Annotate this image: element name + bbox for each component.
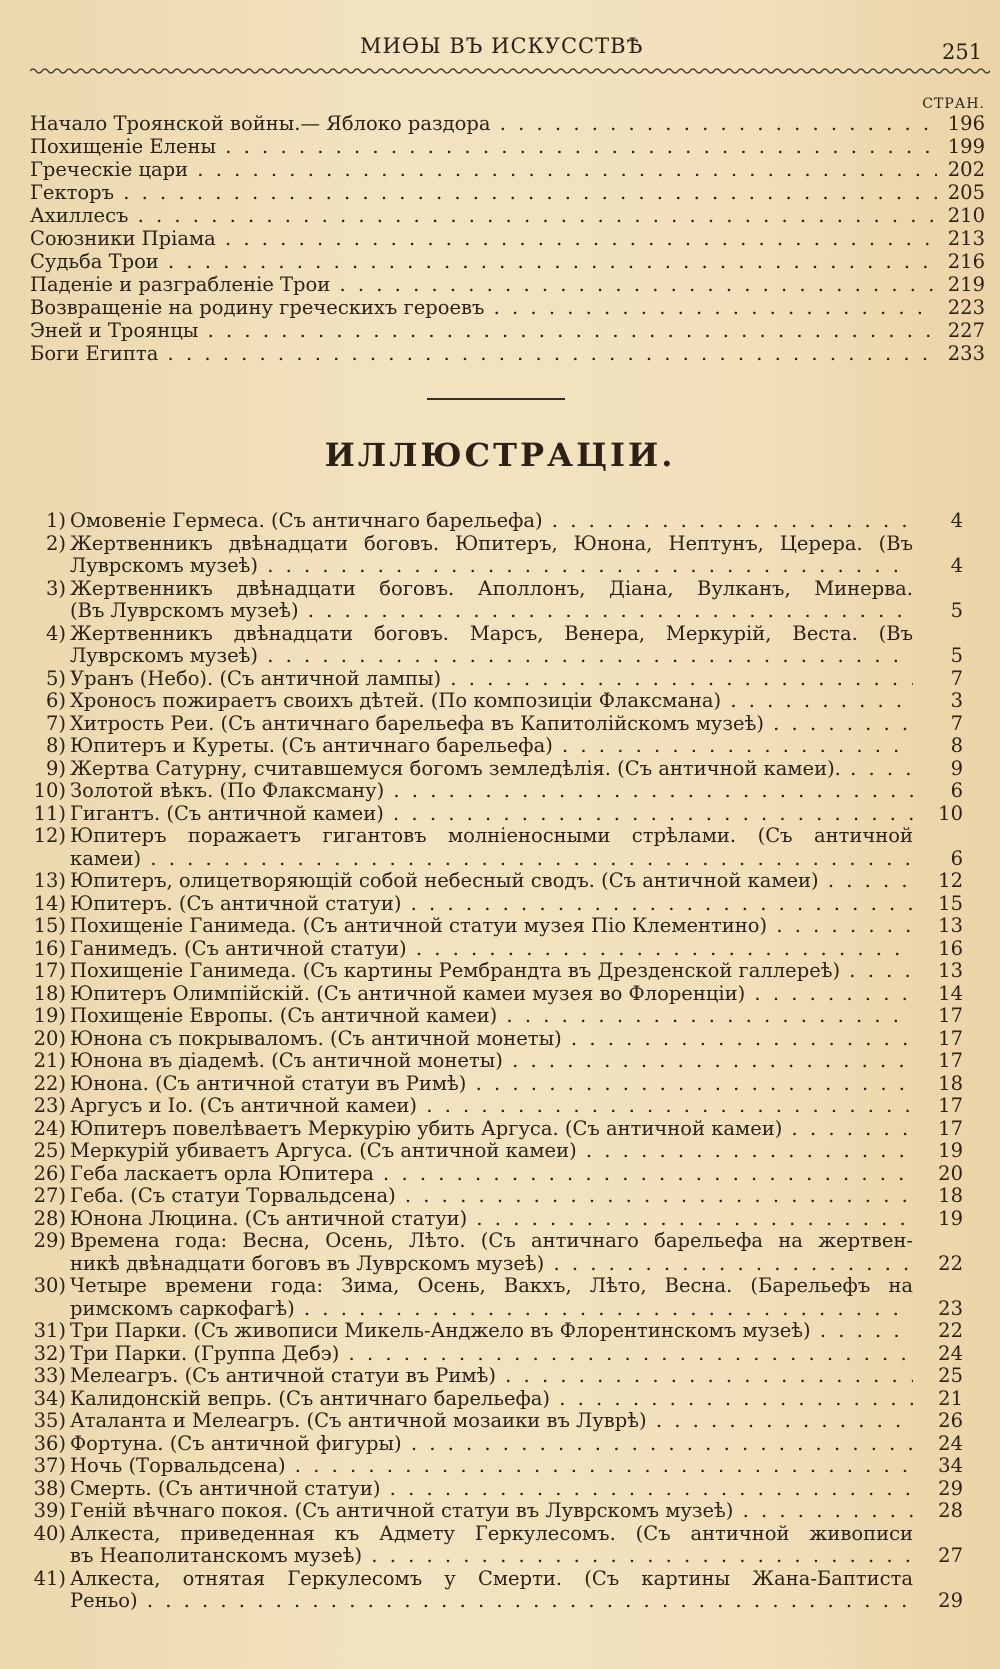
illustration-number: 27)	[33, 1184, 66, 1207]
page-number: 251	[942, 40, 983, 64]
illustration-page: 7	[950, 666, 963, 690]
illustration-page: 17	[938, 1026, 963, 1050]
illustration-entry	[28, 803, 963, 826]
illustration-entry	[28, 1500, 963, 1523]
illustration-caption-line: Юпитеръ Олимпійскій. (Съ античной камеи музея во Флоренціи) . . .	[70, 983, 913, 1006]
illustration-number: 3)	[45, 576, 66, 600]
illustration-number: 23)	[33, 1094, 66, 1117]
illustration-caption-line: Хитрость Реи. (Съ античнаго барельефа въ Капитолійскомъ музеѣ) . . .	[70, 713, 913, 736]
toc-entry-page: 205	[947, 181, 985, 204]
illustration-caption-line: Мелеагръ. (Съ античной статуи въ Римѣ) . . .	[70, 1365, 913, 1388]
illustration-entry	[28, 1433, 963, 1456]
illustration-caption-line: Юнона Люцина. (Съ античной статуи) . . .	[70, 1208, 913, 1231]
illustration-caption-line: Золотой вѣкъ. (По Флаксману) . . .	[70, 780, 913, 803]
illustration-number: 19)	[33, 1004, 66, 1027]
illustration-caption-line: Юпитеръ, олицетворяющій собой небесный сводъ. (Съ античной камеи) . . .	[70, 870, 913, 893]
toc-entry	[30, 250, 985, 273]
illustration-entry	[28, 713, 963, 736]
illustration-caption-line: Ночь (Торвальдсена) . . .	[70, 1455, 913, 1478]
illustration-entry	[28, 690, 963, 713]
toc-entry-title: Эней и Троянцы . . .	[30, 319, 937, 342]
toc-entry	[30, 273, 985, 296]
illustration-number: 10)	[33, 779, 66, 802]
illustration-entry	[28, 510, 963, 533]
toc-entry-page: 227	[947, 319, 985, 342]
section-title: ИЛЛЮСТРАЦІИ.	[324, 436, 676, 474]
illustration-caption-line: Реньо) . . .	[70, 1590, 913, 1613]
illustration-caption-line: Похищеніе Европы. (Съ античной камеи) . . .	[70, 1005, 913, 1028]
illustration-caption-line: Юнона съ покрываломъ. (Съ античной монеты) . . .	[70, 1028, 913, 1051]
illustration-number: 6)	[45, 689, 66, 712]
illustration-caption-line: Геній вѣчнаго покоя. (Съ античной статуи въ Луврскомъ музеѣ) . . .	[70, 1500, 913, 1523]
illustration-number: 33)	[33, 1364, 66, 1387]
illustration-caption-line: Алкеста, отнятая Геркулесомъ у Смерти. (Съ картины Жана-Баптиста	[70, 1567, 913, 1590]
illustration-entry	[28, 1478, 963, 1501]
toc-entry-page: 210	[947, 204, 985, 227]
illustration-page: 34	[938, 1454, 963, 1477]
illustration-number: 12)	[33, 824, 66, 847]
illustration-number: 40)	[33, 1521, 66, 1545]
illustration-caption-line: Хроносъ пожираетъ своихъ дѣтей. (По композиціи Флаксмана) . . .	[70, 690, 913, 713]
illustration-entry	[28, 668, 963, 691]
illustration-entry	[28, 1343, 963, 1366]
illustration-number: 14)	[33, 891, 66, 915]
illustration-entry	[28, 1005, 963, 1028]
illustration-entry	[28, 623, 963, 668]
illustration-page: 17	[938, 1116, 963, 1140]
toc-entry-title: Греческіе цари . . .	[30, 158, 937, 181]
toc-entry-title: Ахиллесъ . . .	[30, 204, 937, 227]
illustration-page: 21	[938, 1386, 963, 1410]
illustration-page: 22	[938, 1319, 963, 1342]
illustration-caption-line: Жертвенникъ двѣнадцати боговъ. Марсъ, Венера, Меркурій, Веста. (Въ	[70, 622, 913, 645]
illustration-entry	[28, 870, 963, 893]
illustration-number: 38)	[33, 1476, 66, 1500]
illustration-caption-line: Калидонскій вепрь. (Съ античнаго барельефа) . . .	[70, 1388, 913, 1411]
illustration-number: 20)	[33, 1026, 66, 1050]
illustration-entry	[28, 983, 963, 1006]
illustration-number: 24)	[33, 1116, 66, 1140]
illustration-page: 28	[938, 1499, 963, 1522]
toc-entry-title: Начало Троянской войны.— Яблоко раздора . . .	[30, 112, 937, 135]
illustration-number: 28)	[33, 1206, 66, 1230]
illustration-number: 15)	[33, 914, 66, 937]
illustration-caption-line: Смерть. (Съ античной статуи) . . .	[70, 1478, 913, 1501]
illustration-number: 37)	[33, 1454, 66, 1477]
illustration-page: 29	[938, 1589, 963, 1612]
illustration-entry	[28, 1568, 963, 1613]
illustration-page: 20	[938, 1161, 963, 1185]
illustration-page: 5	[950, 599, 963, 622]
running-title: МИѲЫ ВЪ ИСКУССТВѢ	[360, 34, 644, 58]
toc-entry-title: Союзники Пріама . . .	[30, 227, 937, 250]
illustration-page: 17	[938, 1094, 963, 1117]
illustration-entry	[28, 960, 963, 983]
illustration-caption-line: Геба ласкаетъ орла Юпитера . . .	[70, 1163, 913, 1186]
illustration-page: 16	[938, 936, 963, 960]
illustration-caption-line: камеи) . . .	[70, 848, 913, 871]
toc-entry-title: Похищеніе Елены . . .	[30, 135, 937, 158]
illustration-caption-line: Юпитеръ поражаетъ гигантовъ молніеносными стрѣлами. (Съ античной	[70, 825, 913, 847]
illustration-entry	[28, 1140, 963, 1163]
illustration-caption-line: Юнона. (Съ античной статуи въ Римѣ) . . .	[70, 1073, 913, 1096]
illustration-page: 29	[938, 1476, 963, 1500]
illustration-page: 6	[950, 846, 963, 870]
illustration-page: 15	[938, 891, 963, 915]
illustration-caption-line: Алкеста, приведенная къ Адмету Геркулесомъ. (Съ античной живописи	[70, 1522, 913, 1545]
illustration-caption-line: въ Неаполитанскомъ музеѣ) . . .	[70, 1545, 913, 1568]
illustration-page: 22	[938, 1251, 963, 1275]
illustration-number: 29)	[33, 1229, 66, 1252]
toc-entry-title: Судьба Трои . . .	[30, 250, 937, 273]
illustration-caption-line: Три Парки. (Группа Дебэ) . . .	[70, 1343, 913, 1366]
illustration-caption-line: Похищеніе Ганимеда. (Съ античной статуи музея Піо Клементино) . . .	[70, 915, 913, 938]
toc-entry-title: Боги Египта . . .	[30, 342, 937, 365]
illustration-page: 4	[950, 509, 963, 532]
illustration-page: 17	[938, 1049, 963, 1072]
illustration-entry	[28, 893, 963, 916]
illustration-entry	[28, 1320, 963, 1343]
toc-entry	[30, 158, 985, 181]
toc-entry-page: 213	[947, 227, 985, 250]
illustration-entry	[28, 1073, 963, 1096]
illustration-entry	[28, 1388, 963, 1411]
illustration-entry	[28, 1028, 963, 1051]
illustration-caption-line: Юпитеръ повелѣваетъ Меркурію убить Аргуса. (Съ античной камеи) . . .	[70, 1118, 913, 1141]
toc-entry	[30, 204, 985, 227]
illustration-page: 26	[938, 1409, 963, 1432]
toc-entry	[30, 135, 985, 158]
illustration-number: 8)	[45, 734, 66, 757]
illustration-caption-line: Юпитеръ. (Съ античной статуи) . . .	[70, 893, 913, 916]
toc-entry	[30, 227, 985, 250]
illustration-number: 2)	[45, 531, 66, 555]
illustration-number: 1)	[45, 509, 66, 532]
illustration-number: 31)	[33, 1319, 66, 1342]
toc-entry	[30, 181, 985, 204]
illustration-number: 17)	[33, 959, 66, 982]
illustration-entry	[28, 825, 963, 870]
illustration-entry	[28, 735, 963, 758]
illustration-entry	[28, 1095, 963, 1118]
toc-entry-title: Возвращеніе на родину греческихъ героевъ . . .	[30, 296, 937, 319]
illustration-number: 25)	[33, 1139, 66, 1162]
illustration-entry	[28, 938, 963, 961]
illustration-number: 26)	[33, 1161, 66, 1185]
illustration-caption-line: Времена года: Весна, Осень, Лѣто. (Съ античнаго барельефа на жертвен-	[70, 1230, 913, 1252]
toc-entry	[30, 342, 985, 365]
illustration-caption-line: Меркурій убиваетъ Аргуса. (Съ античной камеи) . . .	[70, 1140, 913, 1163]
illustration-entry	[28, 1050, 963, 1073]
illustration-entry	[28, 1163, 963, 1186]
illustration-entry	[28, 1208, 963, 1231]
illustration-entry	[28, 915, 963, 938]
illustration-page: 27	[938, 1544, 963, 1567]
illustration-number: 36)	[33, 1431, 66, 1455]
illustration-number: 21)	[33, 1049, 66, 1072]
illustration-entry	[28, 1230, 963, 1275]
illustration-page: 10	[938, 801, 963, 825]
illustration-entry	[28, 1523, 963, 1568]
illustration-number: 16)	[33, 936, 66, 960]
illustration-page: 13	[938, 959, 963, 982]
illustration-entry	[28, 533, 963, 578]
toc-entry	[30, 296, 985, 319]
page-header	[30, 30, 990, 78]
illustration-caption-line: Жертва Сатурну, считавшемуся богомъ земледѣлія. (Съ античной камеи). . . .	[70, 758, 913, 781]
illustration-page: 14	[938, 981, 963, 1005]
illustration-caption-line: Геба. (Съ статуи Торвальдсена) . . .	[70, 1185, 913, 1208]
illustration-entry	[28, 1185, 963, 1208]
illustration-entry	[28, 1365, 963, 1388]
illustration-number: 30)	[33, 1274, 66, 1297]
illustration-page: 19	[938, 1139, 963, 1162]
illustration-caption-line: Четыре времени года: Зима, Осень, Вакхъ, Лѣто, Весна. (Барельефъ на	[70, 1275, 913, 1297]
toc-entry-page: 196	[947, 112, 985, 135]
illustration-caption-line: Похищеніе Ганимеда. (Съ картины Рембрандта въ Дрезденской галлереѣ) . . .	[70, 960, 913, 983]
illustration-caption-line: Три Парки. (Съ живописи Микель-Анджело въ Флорентинскомъ музеѣ) . . .	[70, 1320, 913, 1343]
illustration-page: 4	[950, 554, 963, 577]
illustration-entry	[28, 1118, 963, 1141]
toc-entry-page: 202	[947, 158, 985, 181]
illustration-caption-line: Уранъ (Небо). (Съ античной лампы) . . .	[70, 668, 913, 691]
illustration-caption-line: никѣ двѣнадцати боговъ въ Луврскомъ музеѣ) . . .	[70, 1253, 913, 1276]
illustration-caption-line: Аргусъ и Іо. (Съ античной камеи) . . .	[70, 1095, 913, 1118]
illustration-page: 8	[950, 734, 963, 757]
toc-entry	[30, 319, 985, 342]
illustration-number: 4)	[45, 621, 66, 645]
illustration-number: 41)	[33, 1566, 66, 1590]
contents-list	[30, 96, 985, 365]
illustration-number: 32)	[33, 1341, 66, 1365]
illustration-page: 9	[950, 756, 963, 780]
illustration-caption-line: Жертвенникъ двѣнадцати боговъ. Юпитеръ, Юнона, Нептунъ, Церера. (Въ	[70, 532, 913, 555]
illustration-page: 25	[938, 1364, 963, 1387]
section-divider	[427, 398, 565, 400]
wavy-rule	[30, 66, 990, 76]
illustration-number: 22)	[33, 1071, 66, 1095]
illustration-page: 17	[938, 1004, 963, 1027]
illustration-caption-line: Аталанта и Мелеагръ. (Съ античной мозаики въ Луврѣ) . . .	[70, 1410, 913, 1433]
toc-entry-page: 199	[947, 135, 985, 158]
illustration-caption-line: Юнона въ діадемѣ. (Съ античной монеты) . . .	[70, 1050, 913, 1073]
illustration-entry	[28, 780, 963, 803]
illustration-number: 39)	[33, 1499, 66, 1522]
illustration-page: 7	[950, 711, 963, 735]
illustration-caption-line: Омовеніе Гермеса. (Съ античнаго барельефа) . . .	[70, 510, 913, 533]
toc-entry-page: 233	[947, 342, 985, 365]
illustration-caption-line: Жертвенникъ двѣнадцати боговъ. Аполлонъ, Діана, Вулканъ, Минерва.	[70, 577, 913, 600]
illustration-page: 18	[938, 1184, 963, 1207]
illustration-page: 23	[938, 1296, 963, 1320]
illustration-number: 18)	[33, 981, 66, 1005]
illustration-number: 35)	[33, 1409, 66, 1432]
illustration-caption-line: римскомъ саркофагѣ) . . .	[70, 1298, 913, 1321]
illustration-page: 13	[938, 914, 963, 937]
illustration-caption-line: Луврскомъ музеѣ) . . .	[70, 645, 913, 668]
illustration-caption-line: Гигантъ. (Съ античной камеи) . . .	[70, 803, 913, 826]
illustration-page: 24	[938, 1431, 963, 1455]
illustration-caption-line: (Въ Луврскомъ музеѣ) . . .	[70, 600, 913, 623]
illustration-page: 5	[950, 644, 963, 667]
illustration-number: 9)	[45, 756, 66, 780]
illustration-number: 11)	[33, 801, 66, 825]
illustrations-list	[28, 510, 963, 1613]
illustration-page: 3	[950, 689, 963, 712]
illustration-entry	[28, 1410, 963, 1433]
illustration-page: 24	[938, 1341, 963, 1365]
illustration-entry	[28, 758, 963, 781]
illustration-caption-line: Ганимедъ. (Съ античной статуи) . . .	[70, 938, 913, 961]
illustration-entry	[28, 1275, 963, 1320]
illustration-page: 12	[938, 869, 963, 892]
toc-entry-title: Паденіе и разграбленіе Трои . . .	[30, 273, 937, 296]
toc-entry-page: 219	[947, 273, 985, 296]
illustration-number: 5)	[45, 666, 66, 690]
illustration-number: 7)	[45, 711, 66, 735]
illustration-entry	[28, 1455, 963, 1478]
illustration-caption-line: Фортуна. (Съ античной фигуры) . . .	[70, 1433, 913, 1456]
illustration-number: 34)	[33, 1386, 66, 1410]
page-column-label: СТРАН.	[922, 96, 985, 112]
toc-entry-page: 223	[947, 296, 985, 319]
toc-entry-title: Гекторъ . . .	[30, 181, 937, 204]
illustration-entry	[28, 578, 963, 623]
illustration-page: 6	[950, 779, 963, 802]
toc-entry-page: 216	[947, 250, 985, 273]
illustration-caption-line: Луврскомъ музеѣ) . . .	[70, 555, 913, 578]
illustration-caption-line: Юпитеръ и Куреты. (Съ античнаго барельефа) . . .	[70, 735, 913, 758]
illustration-page: 18	[938, 1071, 963, 1095]
toc-entry	[30, 112, 985, 135]
illustration-number: 13)	[33, 869, 66, 892]
illustration-page: 19	[938, 1206, 963, 1230]
